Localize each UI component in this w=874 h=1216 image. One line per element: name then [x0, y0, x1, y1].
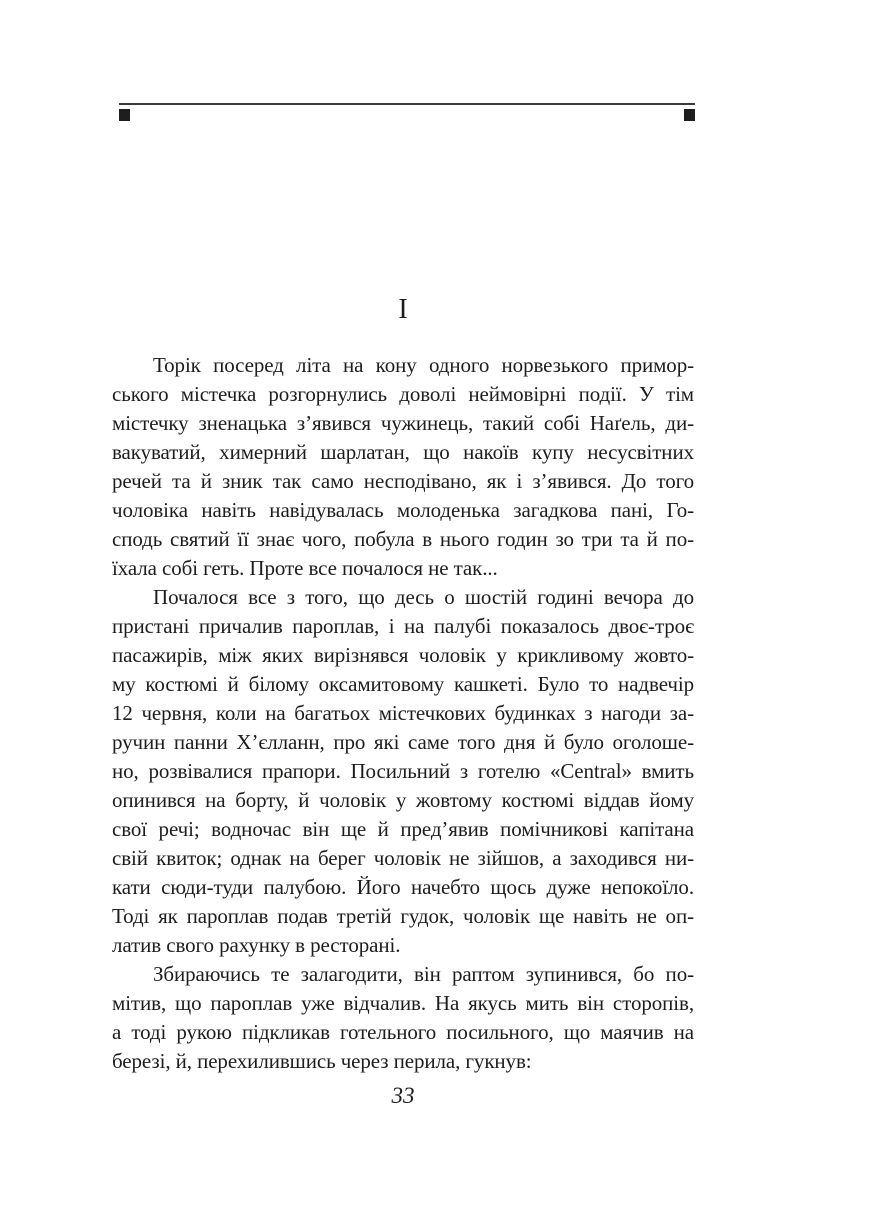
paragraph [112, 960, 694, 1076]
text-line: свій квиток; однак на берег чоловік не зійшов, а заходився ни- [112, 846, 694, 870]
paragraph [112, 583, 694, 960]
text-line: свої речі; водночас він ще й пред’явив помічникові капітана [112, 817, 694, 841]
header-ornament-square-right-icon [684, 109, 695, 121]
text-line: Торік посеред літа на кону одного норвезького примор- [153, 353, 694, 377]
text-line: а тоді рукою підкликав готельного посильного, що маячив на [112, 1020, 694, 1044]
text-line: ручин панни Х’єлланн, про які саме того дня й було оголоше- [112, 730, 694, 754]
text-line: опинився на борту, й чоловік у жовтому костюмі віддав йому [112, 788, 694, 812]
text-line: Збираючись те залагодити, він раптом зупинився, бо по- [153, 962, 694, 986]
text-line: кати сюди-туди палубою. Його начебто щось дуже непокоїло. [112, 875, 694, 899]
text-line: Тоді як пароплав подав третій гудок, чоловік ще навіть не оп- [112, 904, 694, 928]
header-ornament-square-left-icon [119, 109, 130, 121]
text-line: му костюмі й білому оксамитовому кашкеті. Було то надвечір [112, 672, 694, 696]
text-line: сподь святий її знає чого, побула в нього годин зо три та й по- [112, 527, 694, 551]
text-line: 12 червня, коли на багатьох містечкових будинках з нагоди за- [112, 701, 694, 725]
paragraphs [112, 351, 694, 1076]
paragraph [112, 351, 694, 583]
header-rule [119, 103, 695, 105]
text-line: їхала собі геть. Проте все почалося не так... [112, 556, 498, 580]
text-line: ського містечка розгорнулись доволі неймовірні події. У тім [112, 382, 694, 406]
text-line: пристані причалив пароплав, і на палубі показалось двоє-троє [112, 614, 694, 638]
text-line: вакуватий, химерний шарлатан, що накоїв купу несусвітних [112, 440, 694, 464]
text-line: латив свого рахунку в ресторані. [112, 933, 401, 957]
text-line: пасажирів, між яких вирізнявся чоловік у крикливому жовто- [112, 643, 694, 667]
chapter-heading: I [398, 294, 408, 325]
text-line: чоловіка навіть навідувалась молоденька загадкова пані, Го- [112, 498, 694, 522]
page-number: 33 [391, 1083, 415, 1108]
text-line: мітив, що пароплав уже відчалив. На якусь мить він сторопів, [112, 991, 694, 1015]
text-line: березі, й, перехилившись через перила, гукнув: [112, 1049, 532, 1073]
text-line: містечку зненацька з’явився чужинець, такий собі Наґель, ди- [112, 411, 694, 435]
text-line: речей та й зник так само несподівано, як і з’явився. До того [112, 469, 694, 493]
text-line: Почалося все з того, що десь о шостій годині вечора до [153, 585, 694, 609]
text-line: но, розвівалися прапори. Посильний з готелю «Central» вмить [112, 759, 694, 783]
